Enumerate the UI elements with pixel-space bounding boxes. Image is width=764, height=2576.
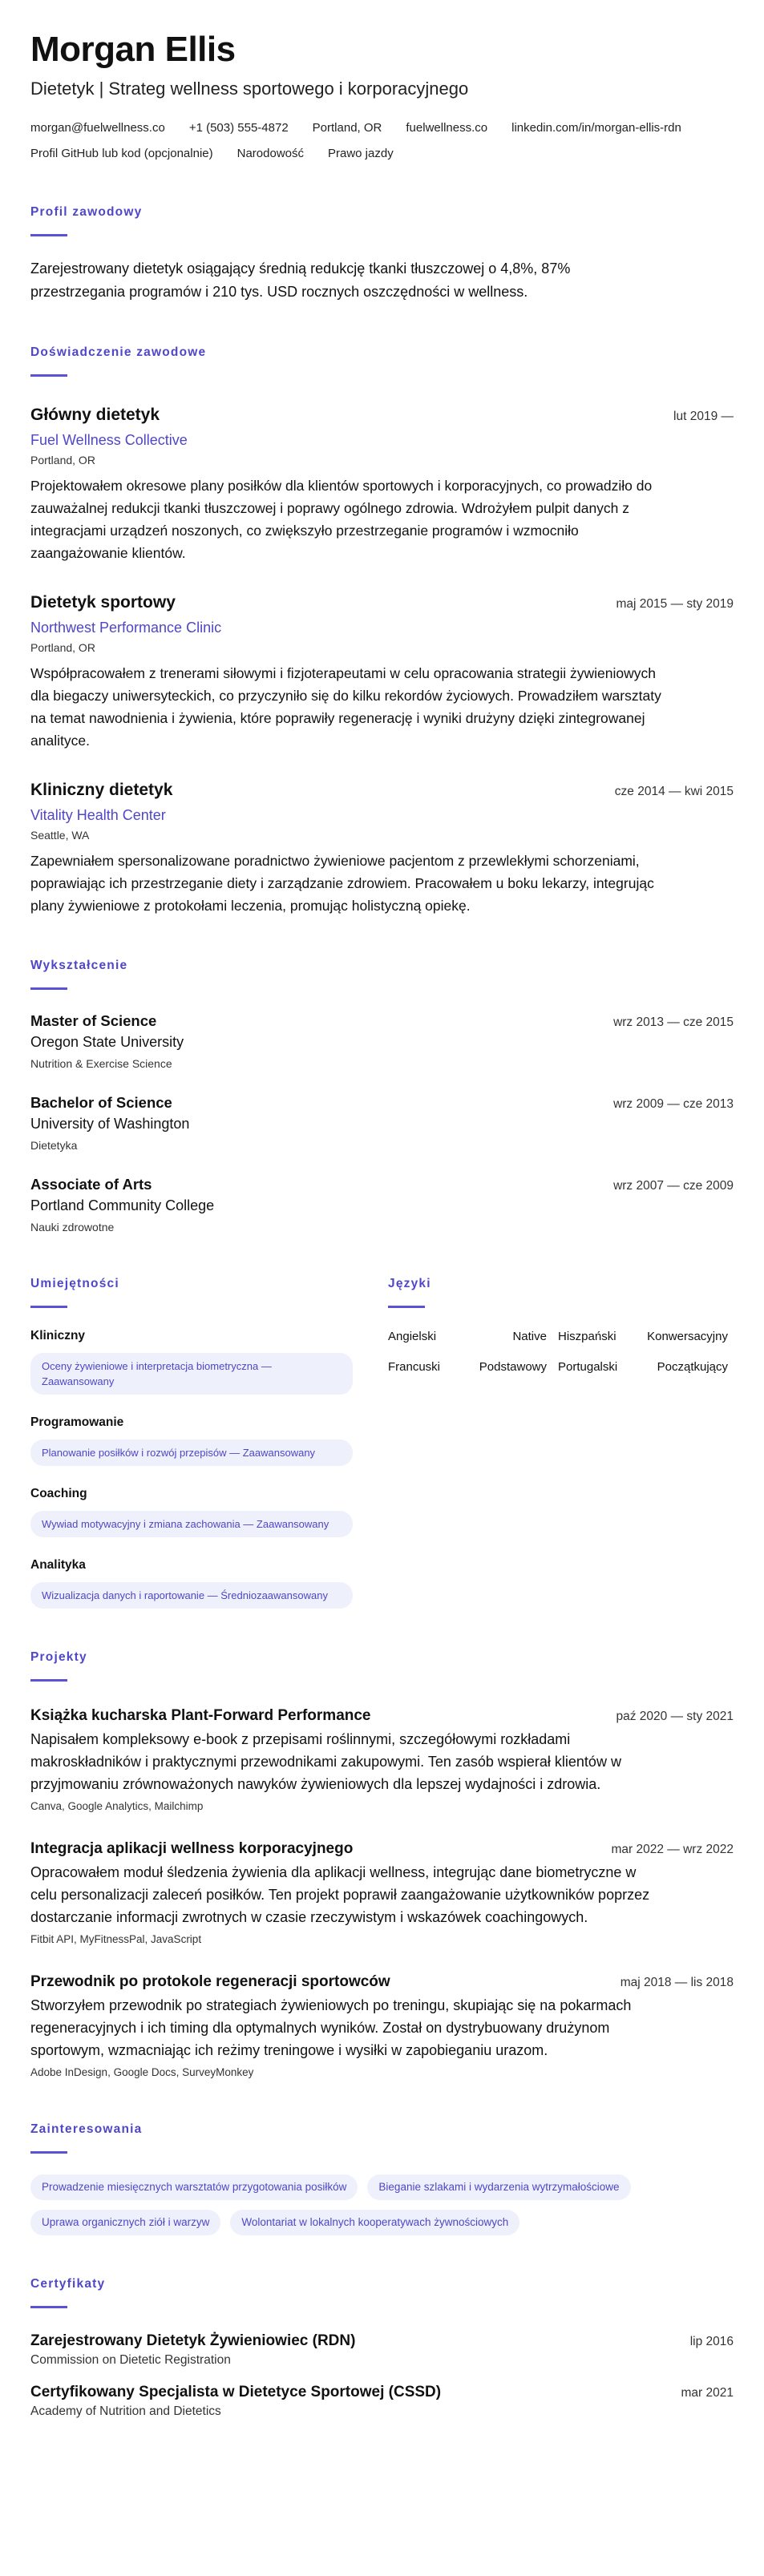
summary-text: Zarejestrowany dietetyk osiągający średnią redukcję tkanki tłuszczowej o 4,8%, 87% przestrzegania programów i 210 tys. USD rocznych oszczędności w wellness. (30, 260, 571, 300)
education-degree: Associate of Arts (30, 1176, 152, 1193)
contact-github[interactable]: Profil GitHub lub kod (opcjonalnie) (30, 147, 213, 160)
certificate-name: Zarejestrowany Dietetyk Żywieniowiec (RDN) (30, 2332, 356, 2349)
skill-chip: Oceny żywieniowe i interpretacja biometryczna — Zaawansowany (30, 1353, 353, 1395)
project-tech: Adobe InDesign, Google Docs, SurveyMonkey (30, 2066, 254, 2078)
education-field: Nauki zdrowotne (30, 1221, 115, 1233)
contact-linkedin[interactable]: linkedin.com/in/morgan-ellis-rdn (511, 121, 681, 135)
education-date: wrz 2013 — cze 2015 (613, 1015, 734, 1029)
section-title: Projekty (30, 1650, 87, 1664)
language-name: Angielski (388, 1330, 437, 1343)
section-divider (30, 2306, 67, 2308)
skill-category: Kliniczny (30, 1329, 86, 1343)
education-section (30, 959, 734, 1235)
project-title: Książka kucharska Plant-Forward Performance (30, 1707, 371, 1724)
project-date: mar 2022 — wrz 2022 (611, 1843, 734, 1856)
education-degree: Master of Science (30, 1012, 157, 1029)
education-date: wrz 2007 — cze 2009 (613, 1179, 734, 1193)
interest-tags (30, 2174, 736, 2235)
section-divider (388, 1306, 425, 1308)
section-title: Profil zawodowy (30, 205, 143, 219)
project-date: maj 2018 — lis 2018 (620, 1976, 734, 1989)
job-description: Zapewniałem spersonalizowane poradnictwo żywieniowe pacjentom z przewlekłymi schorzeniami, poprawiając ich przestrzeganie diety i zarządzanie zdrowiem. Pracowałem u boku lekarzy, integrując plany żywieniowe z protokołami leczenia, promując holistyczną opiekę. (30, 853, 654, 914)
interest-tag: Bieganie szlakami i wydarzenia wytrzymałościowe (367, 2174, 630, 2200)
language-level: Native (512, 1330, 547, 1343)
skill-category: Analityka (30, 1558, 86, 1572)
skill-category: Programowanie (30, 1415, 124, 1429)
education-entry (30, 1092, 734, 1153)
language-level: Początkujący (657, 1360, 728, 1374)
interest-tag: Wolontariat w lokalnych kooperatywach żywnościowych (230, 2210, 519, 2235)
languages-section (388, 1277, 734, 1609)
job-date: maj 2015 — sty 2019 (616, 597, 734, 611)
skill-group (30, 1414, 388, 1466)
education-school: Portland Community College (30, 1197, 215, 1213)
education-field: Nutrition & Exercise Science (30, 1057, 172, 1070)
certificate-issuer: Commission on Dietetic Registration (30, 2353, 231, 2367)
project-description: Napisałem kompleksowy e-book z przepisami roślinnymi, szczegółowymi rozkładami makroskładników i praktycznymi przewodnikami zakupowymi. Ten zasób wspierał klientów w przyjmowaniu zrównoważonych nawyków żywieniowych dla lepszej wydajności i zdrowia. (30, 1731, 621, 1792)
contact-list (30, 119, 734, 164)
language-level: Podstawowy (479, 1360, 547, 1374)
contact-phone[interactable]: +1 (503) 555-4872 (188, 121, 289, 135)
skill-group (30, 1327, 388, 1395)
language-level: Konwersacyjny (647, 1330, 728, 1343)
certificates-section (30, 2277, 734, 2421)
contact-nationality: Narodowość (236, 147, 304, 160)
section-divider (30, 374, 67, 377)
contact-website[interactable]: fuelwellness.co (406, 121, 488, 135)
language-item (388, 1359, 558, 1375)
contact-email[interactable]: morgan@fuelwellness.co (30, 121, 165, 135)
section-title: Zainteresowania (30, 2122, 143, 2136)
section-title: Języki (388, 1277, 431, 1290)
interest-tag: Uprawa organicznych ziół i warzyw (30, 2210, 220, 2235)
skill-category: Coaching (30, 1487, 87, 1500)
section-title: Umiejętności (30, 1277, 119, 1290)
job-description: Projektowałem okresowe plany posiłków dla klientów sportowych i korporacyjnych, co prowadziło do zauważalnej redukcji tkanki tłuszczowej i poprawy ogólnego zdrowia. Wdrożyłem pulpit danych z integracjami urządzeń noszonych, co zwiększyło przestrzeganie programów i wzmocniło zaangażowanie klientów. (30, 478, 653, 561)
section-divider (30, 2151, 67, 2154)
certificate-date: mar 2021 (681, 2386, 734, 2400)
job-date: cze 2014 — kwi 2015 (614, 785, 734, 798)
language-row (388, 1329, 734, 1345)
section-title: Doświadczenie zawodowe (30, 345, 207, 359)
skill-chip: Planowanie posiłków i rozwój przepisów — Zaawansowany (30, 1439, 353, 1466)
job-company[interactable]: Northwest Performance Clinic (30, 620, 222, 636)
certificate-name: Certyfikowany Specjalista w Dietetyce Sportowej (CSSD) (30, 2384, 442, 2400)
skill-chip: Wizualizacja danych i raportowanie — Średniozaawansowany (30, 1582, 353, 1609)
certificate-issuer: Academy of Nutrition and Dietetics (30, 2404, 221, 2418)
job-title: Kliniczny dietetyk (30, 781, 173, 799)
job-entry (30, 404, 734, 564)
project-title: Integracja aplikacji wellness korporacyjnego (30, 1840, 354, 1857)
education-degree: Bachelor of Science (30, 1094, 172, 1111)
project-description: Opracowałem moduł śledzenia żywienia dla aplikacji wellness, integrując dane biometryczne w celu personalizacji zaleceń posiłków. Ten projekt poprawił zaangażowanie użytkowników poprzez dostarczanie informacji zwrotnych w czasie rzeczywistym i wskazówek coachingowych. (30, 1864, 650, 1925)
education-date: wrz 2009 — cze 2013 (613, 1097, 734, 1111)
job-date: lut 2019 — (673, 410, 734, 423)
project-entry (30, 1706, 734, 1815)
section-title: Wykształcenie (30, 959, 128, 972)
language-row (388, 1359, 734, 1375)
job-entry (30, 779, 734, 917)
project-entry (30, 1972, 734, 2081)
education-school: Oregon State University (30, 1034, 184, 1050)
job-company[interactable]: Fuel Wellness Collective (30, 432, 188, 448)
contact-location: Portland, OR (312, 121, 382, 135)
interest-tag: Prowadzenie miesięcznych warsztatów przygotowania posiłków (30, 2174, 358, 2200)
language-name: Francuski (388, 1360, 441, 1374)
projects-section (30, 1650, 734, 2081)
education-school: University of Washington (30, 1116, 190, 1132)
education-entry (30, 1011, 734, 1072)
skills-section (30, 1277, 388, 1609)
language-name: Hiszpański (558, 1330, 616, 1343)
section-divider (30, 987, 67, 990)
section-divider (30, 1306, 67, 1308)
certificate-entry (30, 2382, 734, 2421)
education-entry (30, 1174, 734, 1235)
summary-section (30, 205, 734, 304)
job-location: Portland, OR (30, 641, 95, 654)
project-tech: Canva, Google Analytics, Mailchimp (30, 1800, 204, 1812)
job-description: Współpracowałem z trenerami siłowymi i fizjoterapeutami w celu opracowania strategii żywieniowych dla biegaczy uniwersyteckich, co przyczyniło się do kilku rekordów życiowych. Prowadziłem warsztaty na temat nawodnienia i żywienia, które poprawiły regenerację i wyniki drużyny dzięki zintegrowanej analityce. (30, 665, 661, 749)
certificate-date: lip 2016 (689, 2335, 734, 2348)
language-item (558, 1329, 728, 1345)
certificate-entry (30, 2331, 734, 2369)
project-tech: Fitbit API, MyFitnessPal, JavaScript (30, 1933, 202, 1945)
experience-section (30, 345, 734, 917)
job-title: Główny dietetyk (30, 406, 160, 424)
job-entry (30, 592, 734, 752)
candidate-name: Morgan Ellis (30, 30, 236, 69)
section-divider (30, 1679, 67, 1682)
language-item (388, 1329, 558, 1345)
resume-header (30, 29, 734, 164)
skill-group (30, 1557, 388, 1609)
section-divider (30, 234, 67, 236)
interests-section (30, 2122, 734, 2235)
section-title: Certyfikaty (30, 2277, 106, 2291)
job-location: Seattle, WA (30, 829, 90, 842)
skill-chip: Wywiad motywacyjny i zmiana zachowania — Zaawansowany (30, 1511, 353, 1537)
job-location: Portland, OR (30, 454, 95, 466)
project-title: Przewodnik po protokole regeneracji sportowców (30, 1973, 390, 1990)
language-item (558, 1359, 728, 1375)
project-entry (30, 1839, 734, 1948)
job-title: Dietetyk sportowy (30, 593, 176, 612)
skill-group (30, 1485, 388, 1537)
project-description: Stworzyłem przewodnik po strategiach żywieniowych po treningu, skupiając się na pokarmach regeneracyjnych i ich timing dla optymalnych wyników. Został on dystrybuowany drużynom sportowym, wzmacniając ich reżimy treningowe i wysiłki w zapobieganiu urazom. (30, 1997, 632, 2058)
job-company[interactable]: Vitality Health Center (30, 807, 166, 823)
project-date: paź 2020 — sty 2021 (616, 1710, 734, 1723)
education-field: Dietetyka (30, 1139, 78, 1152)
candidate-headline: Dietetyk | Strateg wellness sportowego i korporacyjnego (30, 79, 469, 99)
contact-driving-license: Prawo jazdy (328, 147, 394, 160)
skills-languages-row (30, 1277, 734, 1609)
language-name: Portugalski (558, 1360, 618, 1374)
